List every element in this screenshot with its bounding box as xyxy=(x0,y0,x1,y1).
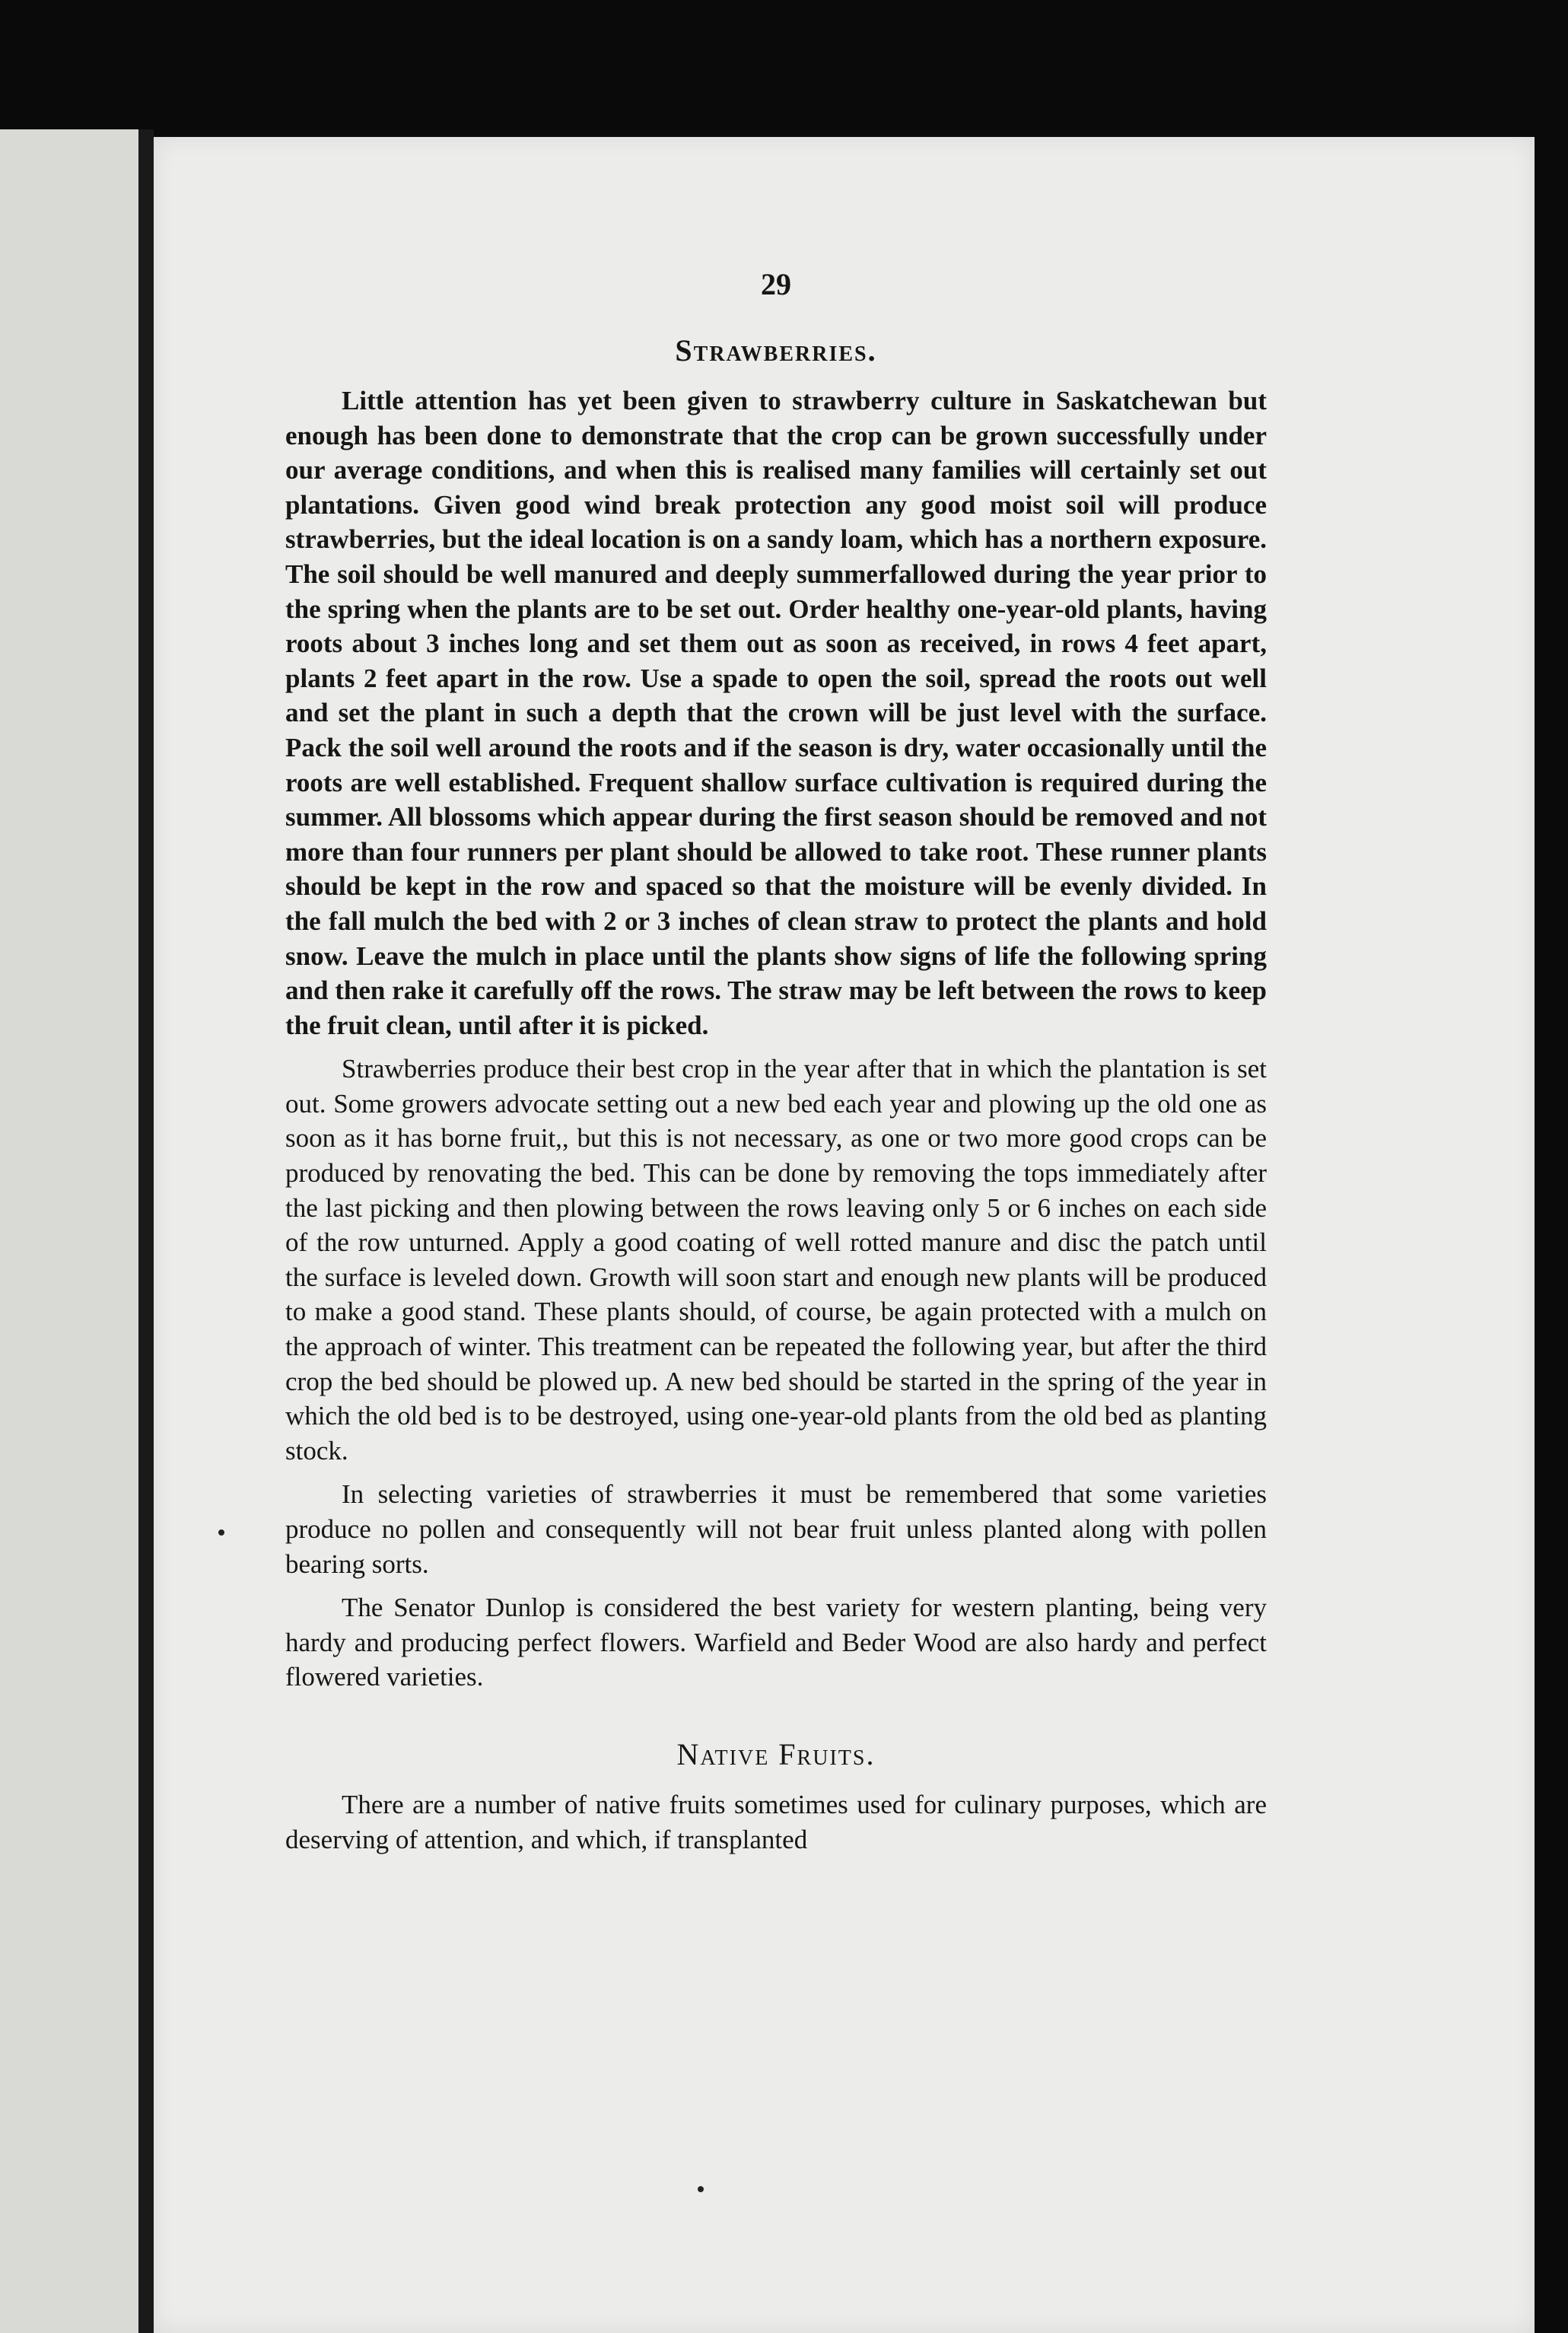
left-page-margin xyxy=(0,129,138,2333)
scan-speck xyxy=(218,1529,224,1536)
book-spine xyxy=(138,129,154,2333)
scan-speck xyxy=(698,2186,704,2192)
page-number: 29 xyxy=(761,267,791,301)
heading-native-fruits: Native Fruits. xyxy=(676,1736,876,1771)
paragraph-strawberries-1: Little attention has yet been given to strawberry culture in Saskatchewan but enough has been done to demonstrate that the crop can be grown successfully under our average conditions, and when this is realised many families will certainly set out plantations. Given good wind break protection any good moist soil will produce strawberries, but the ideal location is on a sandy loam, which has a northern exposure. The soil should be well manured and deeply summerfallowed during the year prior to the spring when the plants are to be set out. Order healthy one-year-old plants, having roots about 3 inches long and set them out as soon as received, in rows 4 feet apart, plants 2 feet apart in the row. Use a spade to open the soil, spread the roots out well and set the plant in such a depth that the crown will be just level with the surface. Pack the soil well around the roots and if the season is dry, water occasionally until the roots are well established. Frequent shallow surface cultivation is required during the summer. All blossoms which appear during the first season should be removed and not more than four runners per plant should be allowed to take root. These runner plants should be kept in the row and spaced so that the moisture will be evenly divided. In the fall mulch the bed with 2 or 3 inches of clean straw to protect the plants and hold snow. Leave the mulch in place until the plants show signs of life the following spring and then rake it carefully off the rows. The straw may be left between the rows to keep the fruit clean, until after it is picked. xyxy=(285,386,1267,1040)
page-content xyxy=(285,266,1267,1866)
heading-strawberries: Strawberries. xyxy=(675,333,877,368)
paragraph-strawberries-4: The Senator Dunlop is considered the best variety for western planting, being very hardy and producing perfect flowers. Warfield and Beder Wood are also hardy and perfect flowered varieties. xyxy=(285,1593,1267,1692)
paragraph-strawberries-3: In selecting varieties of strawberries it must be remembered that some varieties produce no pollen and consequently will not bear fruit unless planted along with pollen bearing sorts. xyxy=(285,1479,1267,1579)
paragraph-native-fruits: There are a number of native fruits sometimes used for culinary purposes, which are deserving of attention, and which, if transplanted xyxy=(285,1789,1267,1854)
paragraph-strawberries-2: Strawberries produce their best crop in the year after that in which the plantation is set out. Some growers advocate setting out a new bed each year and plowing up the old one as soon as it has borne fruit,, but this is not necessary, as one or two more good crops can be produced by renovating the bed. This can be done by removing the tops immediately after the last picking and then plowing between the rows leaving only 5 or 6 inches on each side of the row unturned. Apply a good coating of well rotted manure and disc the patch until the surface is leveled down. Growth will soon start and enough new plants will be produced to make a good stand. These plants should, of course, be again protected with a mulch on the approach of winter. This treatment can be repeated the following year, but after the third crop the bed should be plowed up. A new bed should be started in the spring of the year in which the old bed is to be destroyed, using one-year-old plants from the old bed as planting stock. xyxy=(285,1054,1267,1466)
page-right-edge xyxy=(1535,137,1568,2333)
